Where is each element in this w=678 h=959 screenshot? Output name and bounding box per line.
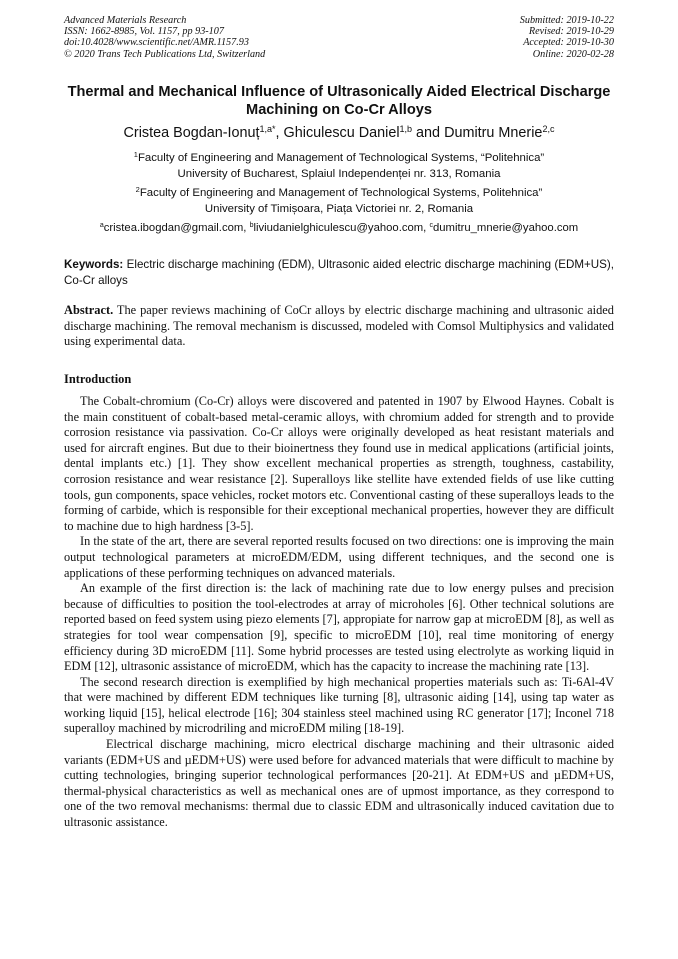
keywords-label: Keywords: <box>64 258 124 271</box>
author-emails <box>64 220 614 236</box>
email-link: cristea.ibogdan@gmail.com, <box>103 222 250 234</box>
affiliation-1 <box>64 150 614 182</box>
journal-header <box>64 15 265 60</box>
author-affiliation-marker: 1,a* <box>259 124 276 134</box>
introduction-body <box>64 394 614 831</box>
date-accepted: Accepted: 2019-10-30 <box>523 37 614 49</box>
author-affiliation-marker: 2,c <box>542 124 555 134</box>
affiliation-number: 2 <box>135 185 140 194</box>
abstract-text: The paper reviews machining of CoCr alloys by electric discharge machining and ultrasonic aided discharge machining. The removal mechanism is discussed, modeled with Comsol Multiphysics and validated using experimental data. <box>64 303 614 349</box>
body-paragraph: In the state of the art, there are several reported results focused on two directions: one is improving the main output technological parameters at microEDM/EDM, using different techniques, and the second one is applications of these performing techniques on advanced materials. <box>64 534 614 580</box>
author-name: Dumitru Mnerie <box>444 125 543 141</box>
body-paragraph: An example of the first direction is: the lack of machining rate due to low energy pulses and precision because of difficulties to position the tool-electrodes at array of microholes [6]. Other technical solutions are reported based on feed system using piezo elements [7], appropiate for narrow gap at microEDM [8], as well as strategies for tool wear compensation [9], specific to microEDM [10], real time monitoring of energy efficiency during 3D microEDM [11]. Some hybrid processes are tested using electrolyte as working liquid in EDM [12], ultrasonic assistance of microEDM, which has the capacity to increase the machining rate [13]. <box>64 581 614 674</box>
email-marker: b <box>249 222 254 229</box>
date-submitted: Submitted: 2019-10-22 <box>519 15 614 26</box>
abstract-label: Abstract. <box>64 303 114 317</box>
affiliation-2 <box>64 185 614 217</box>
author-separator: and <box>412 125 445 141</box>
journal-issn: ISSN: 1662-8985, Vol. 1157, pp 93-107 <box>64 26 224 38</box>
email-link: dumitru_mnerie@yahoo.com <box>432 222 579 234</box>
body-paragraph: The second research direction is exemplified by high mechanical properties materials such as: Ti-6Al-4V that were machined by different EDM techniques like turning [8], ultrasonic aiding [14], using tap water as working liquid [15], helical electrode [16]; 304 stainless steel machined using RC generator [17]; Inconel 718 superalloy machined by microdriling and microEDM miling [18-19]. <box>64 674 614 736</box>
keywords-text: Electric discharge machining (EDM), Ultrasonic aided electric discharge machining (EDM+US), Co-Cr alloys <box>64 258 614 287</box>
affiliation-line: University of Timișoara, Piața Victoriei nr. 2, Romania <box>204 203 474 215</box>
affiliation-line: $^1$Faculty of Engineering and Management of Technological Systems, “Politehnica” <box>133 150 545 164</box>
keywords-block <box>64 257 614 288</box>
author-list <box>64 124 614 142</box>
email-marker: a <box>99 222 104 229</box>
journal-name: Advanced Materials Research <box>64 15 187 26</box>
affiliation-number: 1 <box>133 150 138 159</box>
abstract-block <box>64 303 614 350</box>
author-name: Ghiculescu Daniel <box>283 125 400 141</box>
author-affiliation-marker: 1,b <box>399 124 413 134</box>
date-online: Online: 2020-02-28 <box>532 48 614 60</box>
journal-copyright: © 2020 Trans Tech Publications Ltd, Switzerland <box>64 48 266 60</box>
body-paragraph: The Cobalt-chromium (Co-Cr) alloys were discovered and patented in 1907 by Elwood Haynes. Cobalt is the main constituent of cobalt-based metal-ceramic alloys, with chromium added for strength and to provide corrosion resistance via passivation. Co-Cr alloys were originally developed as heat resistant materials and used for aircraft engines. But due to their bioinertness they found use in medical applications (artificial joints, dental implants etc.) [1]. They show excellent mechanical properties as strength, toughness, castability, corrosion resistance and wear resistance [2]. Superalloys like stellite have extended fields of use like cutting tools, gun components, space vehicles, rocket motors etc. Conventional casting of these superalloys leads to the forming of carbide, which is responsible for their exceptional mechanical properties, however they are difficult to machine due to high hardness [3-5]. <box>64 394 614 533</box>
email-marker: c <box>429 222 433 229</box>
section-heading-introduction: Introduction <box>64 372 132 386</box>
date-revised: Revised: 2019-10-29 <box>528 26 614 38</box>
journal-doi: doi:10.4028/www.scientific.net/AMR.1157.93 <box>64 37 249 49</box>
affiliation-line: University of Bucharest, Splaiul Independenței nr. 313, Romania <box>177 168 501 180</box>
email-link: liviudanielghiculescu@yahoo.com, <box>253 222 430 234</box>
body-paragraph: Electrical discharge machining, micro electrical discharge machining and their ultrasonic aided variants (EDM+US and µEDM+US) were used before for advanced materials that were difficult to machine by cutting technologies, bringing superior technological performances [20-21]. At EDM+US and µEDM+US, thermal-physical characteristics as well as mechanical ones are of upmost importance, as they correspond to one of the two removal mechanisms: thermal due to classic EDM and ultrasonically induced cavitation due to ultrasonic assistance. <box>64 737 614 830</box>
author-separator: , <box>275 125 284 141</box>
author-name: Cristea Bogdan-Ionuț <box>123 125 260 141</box>
dates-header <box>520 15 614 60</box>
affiliation-line: $^2$Faculty of Engineering and Management of Technological Systems, Politehnica” <box>135 185 543 199</box>
paper-title: Thermal and Mechanical Influence of Ultrasonically Aided Electrical Discharge Machining on Co-Cr Alloys <box>67 84 611 118</box>
